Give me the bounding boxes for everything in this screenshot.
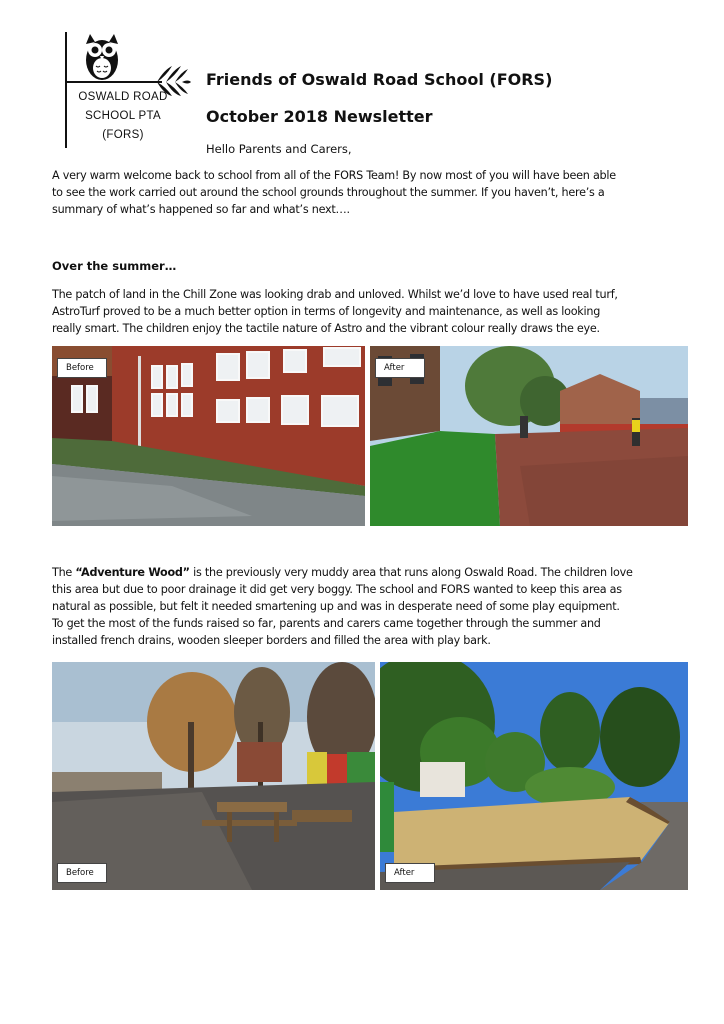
logo-line-1: OSWALD ROAD (78, 91, 168, 103)
intro-paragraph (52, 167, 692, 218)
intro-line: to see the work carried out around the school grounds throughout the summer. If you haven’t, here’s a (52, 186, 605, 199)
wood-line: this area but due to poor drainage it did get very boggy. The school and FORS wanted to keep this area as (52, 583, 622, 596)
adventure-wood-after-photo (380, 662, 688, 890)
wood-line-prefix: The (52, 566, 76, 579)
intro-line: summary of what’s happened so far and what’s next…. (52, 203, 350, 216)
summer-line: The patch of land in the Chill Zone was looking drab and unloved. Whilst we’d love to have used real turf, (52, 288, 618, 301)
after-label: After (375, 358, 425, 378)
after-label: After (385, 863, 435, 883)
adventure-wood-emphasis: “Adventure Wood” (75, 566, 190, 579)
adventure-wood-before-photo (52, 662, 375, 890)
before-label: Before (57, 358, 107, 378)
page-subtitle: October 2018 Newsletter (206, 107, 433, 126)
wood-line: natural as possible, but felt it needed smartening up and was in desperate need of some play equipment. (52, 600, 620, 613)
logo-line-2: SCHOOL PTA (85, 110, 161, 122)
chill-zone-after-photo (370, 346, 688, 526)
page-title: Friends of Oswald Road School (FORS) (206, 70, 553, 89)
adventure-wood-paragraph (52, 564, 692, 649)
greeting: Hello Parents and Carers, (206, 142, 352, 156)
intro-line: A very warm welcome back to school from all of the FORS Team! By now most of you will have been able (52, 169, 616, 182)
summer-line: AstroTurf proved to be a much better option in terms of longevity and maintenance, as well as looking (52, 305, 601, 318)
wood-line: installed french drains, wooden sleeper borders and filled the area with play bark. (52, 634, 491, 647)
summer-paragraph (52, 286, 692, 337)
summer-line: really smart. The children enjoy the tactile nature of Astro and the vibrant colour really draws the eye. (52, 322, 600, 335)
before-label: Before (57, 863, 107, 883)
pta-logo (62, 30, 192, 150)
logo-line-3: (FORS) (102, 129, 144, 141)
chill-zone-before-photo (52, 346, 365, 526)
wood-line: To get the most of the funds raised so far, parents and carers came together through the summer and (52, 617, 601, 630)
section-heading: Over the summer… (52, 259, 177, 273)
wood-line: is the previously very muddy area that runs along Oswald Road. The children love (189, 566, 633, 579)
